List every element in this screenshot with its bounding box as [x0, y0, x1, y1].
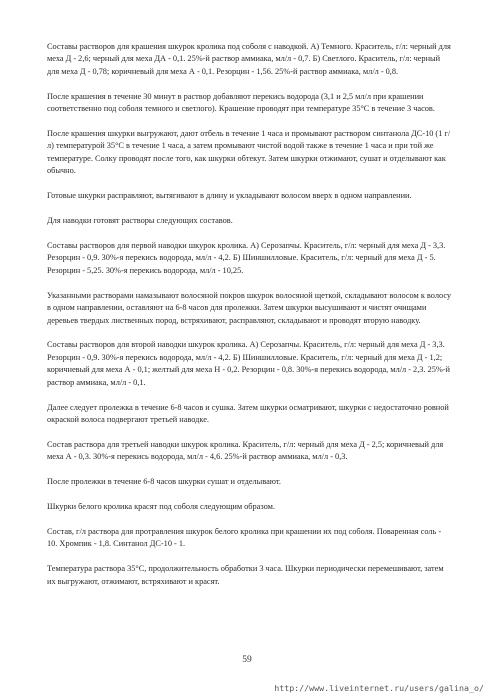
paragraph-14: Температура раствора 35°С, продолжительность обработки 3 часа. Шкурки периодически перемешивают, затем их выгружают, отжимают, встряхивают и красят. [47, 564, 444, 586]
paragraph-6: Составы растворов для первой наводки шкурок кролика. А) Серозапчы. Краситель, г/л: черный для меха Д - 3,3. Резорцин - 0,9. 30%-я перекись водорода, мл/л - 4,2. Б) Шиншилловые. Краситель, г/л: черный для меха Д - 5. Резорцин - 5,25. 30%-я перекись водорода, мл/л - 10,25. [47, 240, 446, 275]
paragraph-2: После крашения в течение 30 минут в раствор добавляют перекись водорода (3,1 и 2,5 мл/л при крашении соответственно под соболя темного и светлого). Крашение проводят при температуре 35°С в течение 3 часов. [47, 91, 435, 114]
paragraph-5: Для наводки готовят растворы следующих составов. [47, 216, 233, 226]
paragraph-13: Состав, г/л раствора для протравления шкурок белого кролика при крашении их под соболя. Поваренная соль - 10. Хромпик - 1,8. Синтанол ДС-10 - 1. [47, 526, 442, 549]
paragraph-8: Составы растворов для второй наводки шкурок кролика. А) Серозапчы. Краситель, г/л: черный для меха Д - 3,3. Резорцин - 0,9. 30%-я перекись водорода, мл/л - 4,2. Б) Шиншилловые. Краситель, г/л: черный для меха Д - 1,2; коричневый для меха А - 0,1; желтый для меха Н - 0,2. Резорцин - 0,8. 30%-я перекись водорода, мл/л - 2,3. 25%-й раствор аммиака, мл/л - 0,1. [47, 340, 450, 387]
paragraph-9: Далее следует пролежка в течение 6-8 часов и сушка. Затем шкурки осматривают, шкурки с недостаточно ровной окраской волоса подвергают третьей наводке. [47, 402, 449, 424]
paragraph-3: После крашения шкурки выгружают, дают отбель в течение 1 часа и промывают раствором синтанола ДС-10 (1 г/л) температурой 35°С в течение 1 часа, а затем промывают чистой водой также в течение 1 часа и при той же температуре. Солку проводят после того, как шкурки обтекут. Затем шкурки отжимают, сушат и отделывают как обычно. [47, 129, 451, 176]
paragraph-4: Готовые шкурки расправляют, вытягивают в длину и укладывают волосом вверх в одном направлении. [47, 191, 412, 201]
paragraph-10: Состав раствора для третьей наводки шкурок кролика. Краситель, г/л: черный для меха Д - 2,5; коричневый для меха А - 0,3. 30%-я перекись водорода, мл/л - 4,6. 25%-й раствор аммиака, мл/л - 0,3. [47, 439, 444, 462]
page-number: 59 [242, 655, 252, 665]
paragraph-11: После пролежки в течение 6-8 часов шкурки сушат и отделывают. [47, 477, 281, 487]
watermark-url: http://www.liveinternet.ru/users/galina_o/ [274, 683, 484, 693]
paragraph-1: Составы растворов для крашения шкурок кролика под соболя с наводкой. А) Темного. Краситель, г/л: черный для меха Д - 2,6; черный для меха ДА - 0,1. 25%-й раствор аммиака, мл/л - 0,7. Б) Светлого. Краситель, г/л: черный для меха Д - 0,78; коричневый для меха А - 0,1. Резорцин - 1,56. 25%-й раствор аммиака, мл/л - 0,8. [47, 42, 451, 76]
paragraph-7: Указанными растворами намазывают волосяной покров шкурок волосяной щеткой, складывают волосом к волосу в одном направлении, оставляют на 6-8 часов для пролежки. Затем шкурки высушивают и чистят очищами деревьев твердых лиственных пород, встряхивают, расправляют, складывают и проводят вторую наводку. [47, 290, 452, 325]
paragraph-12: Шкурки белого кролика красят под соболя следующим образом. [47, 502, 275, 512]
